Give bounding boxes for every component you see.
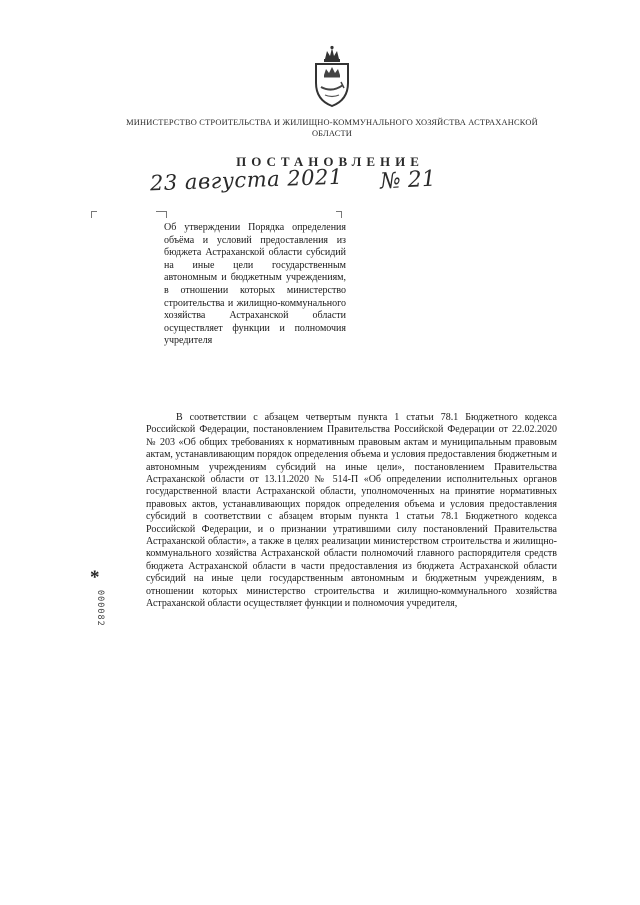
- preamble-paragraph: В соответствии с абзацем четвертым пункта 1 статьи 78.1 Бюджетного кодекса Российской Федерации, постановлением Правительства Российской Федерации от 22.02.2020 № 203 «Об общих требованиях к нормативным правовым актам и муниципальным правовым актам, устанавливающим порядок определения объема и условия предоставления бюджетным и автономным учреждениям субсидий на иные цели», постановлением Правительства Астраханской области от 13.11.2020 № 514-П «Об определении исполнительных органов государственной власти Астраханской области, уполномоченных на принятие нормативных правовых актов, устанавливающих порядок определения объема и условия предоставления субсидий в соответствии с абзацем вторым пункта 1 статьи 78.1 Бюджетного кодекса Российской Федерации, и о признании утратившими силу постановлений Правительства Астраханской области», а также в целях реализации министерством строительства и жилищно-коммунального хозяйства Астраханской области полномочий главного распорядителя средств бюджета Астраханской области в части предоставления из бюджета Астраханской области субсидий на иные цели государственным автономным и бюджетным учреждениям, в отношении которых министерство строительства и жилищно-коммунального хозяйства Астраханской области осуществляет функции и полномочия учредителя,: [146, 412, 557, 610]
- subject-corner-mark-right: [336, 211, 342, 218]
- margin-serial-number: 000082: [95, 590, 105, 627]
- handwritten-number: № 21: [379, 166, 437, 195]
- document-subject: Об утверждении Порядка определения объёма и условий предоставления из бюджета Астраханской области субсидий на иные цели государственным автономным и бюджетным учреждениям, в отношении которых министерство строительства и жилищно-коммунального хозяйства Астраханской области осуществляет функции и полномочия учредителя: [164, 222, 346, 347]
- subject-corner-mark-left: [91, 211, 97, 218]
- margin-asterisk-mark: *: [90, 567, 100, 588]
- ministry-name: МИНИСТЕРСТВО СТРОИТЕЛЬСТВА И ЖИЛИЩНО-КОММУНАЛЬНОГО ХОЗЯЙСТВА АСТРАХАНСКОЙ ОБЛАСТИ: [126, 118, 538, 138]
- document-type-title: ПОСТАНОВЛЕНИЕ: [236, 154, 424, 169]
- subject-corner-mark-mid: [156, 211, 167, 218]
- coat-of-arms-emblem: [311, 45, 353, 109]
- handwritten-date: 23 августа 2021: [149, 164, 344, 196]
